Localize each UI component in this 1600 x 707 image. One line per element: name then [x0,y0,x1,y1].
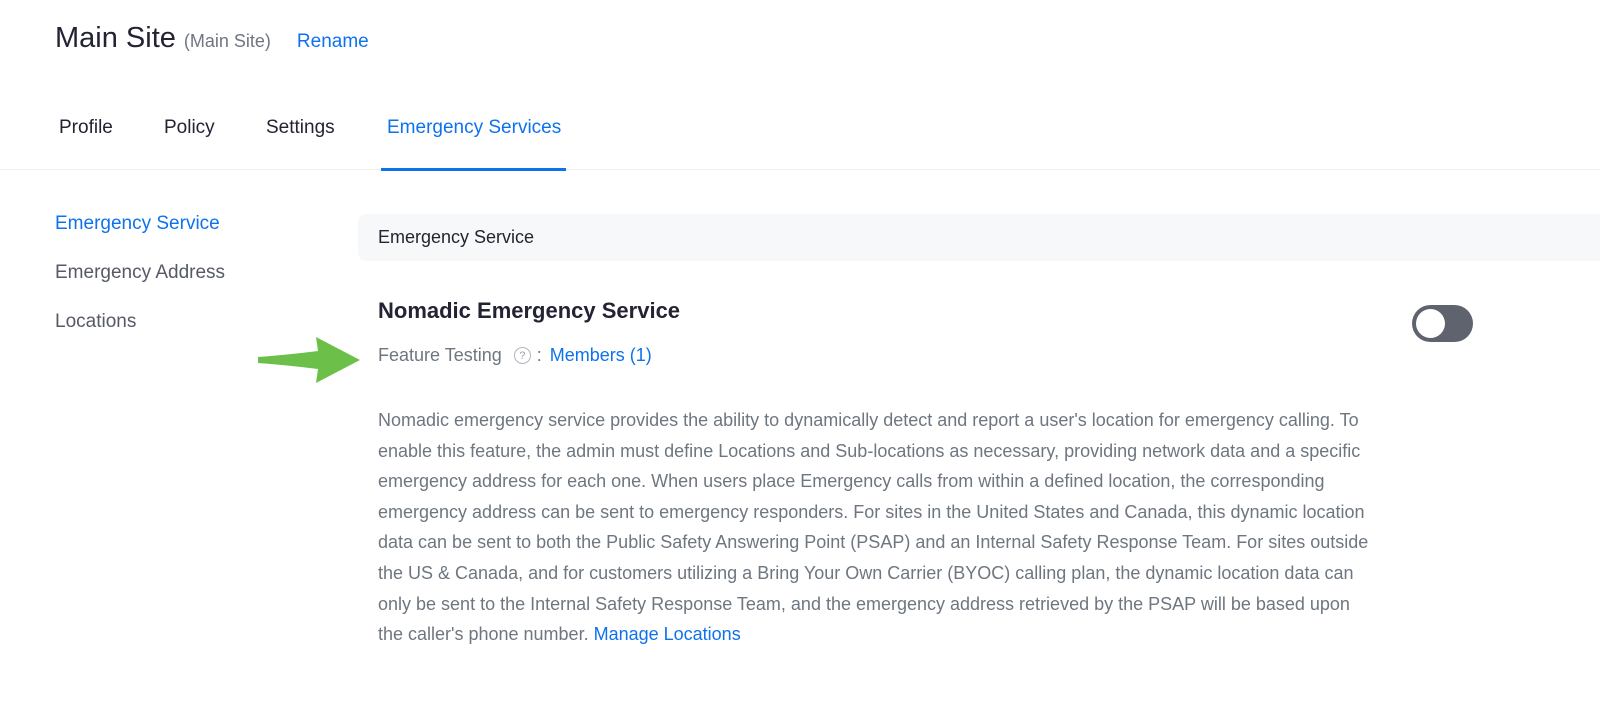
tab-emergency-services[interactable]: Emergency Services [387,100,561,170]
setting-description [378,405,1378,650]
feature-colon: : [536,345,542,365]
sidebar-item-locations[interactable]: Locations [55,311,137,332]
manage-locations-link[interactable]: Manage Locations [593,624,741,645]
tab-bar [0,100,1600,170]
site-title: Main Site [55,22,176,54]
sidebar-item-emergency-address[interactable]: Emergency Address [55,262,226,283]
section-header-bar [358,214,1600,261]
toggle-knob [1416,309,1445,338]
site-header [55,22,369,55]
site-subtitle: (Main Site) [183,31,271,51]
question-mark-circle-icon[interactable]: ? [514,347,531,364]
tab-policy[interactable]: Policy [164,117,215,138]
feature-testing-row [378,345,652,366]
rename-link[interactable]: Rename [296,31,369,52]
members-link[interactable]: Members (1) [549,345,652,365]
nomadic-emergency-toggle[interactable] [1412,305,1473,342]
sidebar-nav [55,210,225,357]
setting-title: Nomadic Emergency Service [378,298,681,323]
tab-settings[interactable]: Settings [266,117,335,138]
green-arrow-icon [256,334,362,386]
feature-testing-label: Feature Testing [378,345,502,365]
tab-profile[interactable]: Profile [59,117,113,138]
description-text: Nomadic emergency service provides the ability to dynamically detect and report a user's location for emergency calling. To enable this feature, the admin must define Locations and Sub-locations as necessary, providing network data and a specific emergency address for each one. When users place Emergency calls from within a defined location, the corresponding emergency address can be sent to emergency responders. For sites in the United States and Canada, this dynamic location data can be sent to both the Public Safety Answering Point (PSAP) and an Internal Safety Response Team. For sites outside the US & Canada, and for customers utilizing a Bring Your Own Carrier (BYOC) calling plan, the dynamic location data can only be sent to the Internal Safety Response Team, and the emergency address retrieved by the PSAP will be based upon the caller's phone number. [378,410,1369,645]
section-header-label: Emergency Service [378,227,535,247]
sidebar-item-emergency-service[interactable]: Emergency Service [55,213,220,234]
